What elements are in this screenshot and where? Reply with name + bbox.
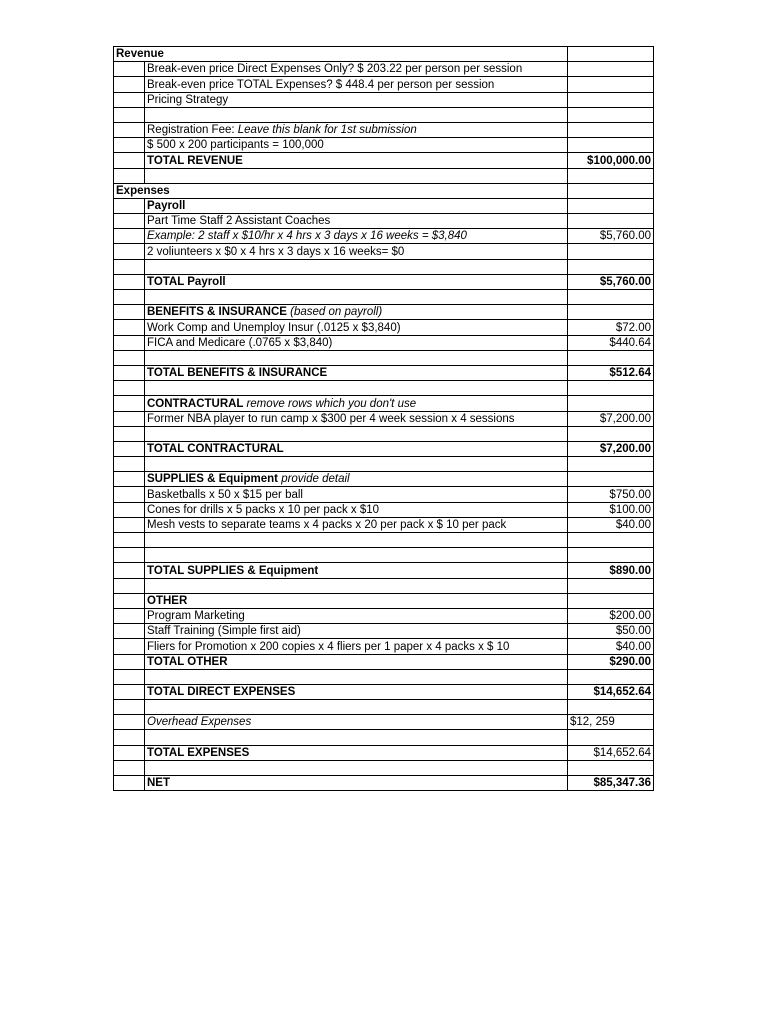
amount-cell <box>568 669 654 684</box>
description-text: Former NBA player to run camp x $300 per 4 week session x 4 sessions <box>147 412 515 425</box>
indent-cell <box>114 320 145 335</box>
amount-cell: $5,760.00 <box>568 229 654 244</box>
table-row <box>114 472 654 487</box>
description-note: provide detail <box>281 473 350 486</box>
description-cell <box>145 654 568 669</box>
amount-cell <box>568 62 654 77</box>
description-cell <box>145 517 568 532</box>
table-row <box>114 608 654 623</box>
amount-cell <box>568 472 654 487</box>
amount-cell: $512.64 <box>568 365 654 380</box>
amount-cell: $7,200.00 <box>568 411 654 426</box>
description-cell <box>145 198 568 213</box>
indent-cell <box>114 608 145 623</box>
table-row <box>114 320 654 335</box>
description-cell <box>145 214 568 229</box>
description-text: SUPPLIES & Equipment <box>147 473 282 486</box>
indent-cell <box>114 122 145 137</box>
amount-cell <box>568 47 654 62</box>
description-cell <box>145 244 568 259</box>
indent-cell <box>114 244 145 259</box>
indent-cell <box>114 214 145 229</box>
table-row <box>114 138 654 153</box>
table-row <box>114 760 654 775</box>
amount-cell <box>568 578 654 593</box>
indent-cell <box>114 684 145 699</box>
amount-cell <box>568 760 654 775</box>
indent-cell <box>114 624 145 639</box>
description-cell <box>145 138 568 153</box>
indent-cell <box>114 745 145 760</box>
amount-cell <box>568 457 654 472</box>
description-cell <box>145 776 568 791</box>
description-text: 2 voliunteers x $0 x 4 hrs x 3 days x 16 weeks= $0 <box>147 245 405 258</box>
description-note: (based on payroll) <box>290 306 383 319</box>
indent-cell <box>114 669 145 684</box>
amount-cell: $290.00 <box>568 654 654 669</box>
amount-cell: $40.00 <box>568 639 654 654</box>
description-text: NET <box>147 777 170 790</box>
description-cell <box>145 472 568 487</box>
description-cell <box>145 700 568 715</box>
table-row <box>114 214 654 229</box>
description-text: Overhead Expenses <box>147 716 252 729</box>
description-cell <box>145 274 568 289</box>
description-text: Pricing Strategy <box>147 93 229 106</box>
description-cell <box>145 365 568 380</box>
indent-cell <box>114 153 145 168</box>
description-text: OTHER <box>147 594 188 607</box>
indent-cell <box>114 654 145 669</box>
table-row <box>114 684 654 699</box>
description-text: Part Time Staff 2 Assistant Coaches <box>147 215 331 228</box>
description-text: TOTAL DIRECT EXPENSES <box>147 686 296 699</box>
description-cell <box>145 153 568 168</box>
amount-cell <box>568 77 654 92</box>
description-text: Mesh vests to separate teams x 4 packs x 20 per pack x $ 10 per pack <box>147 519 507 531</box>
amount-cell <box>568 168 654 183</box>
indent-cell <box>114 350 145 365</box>
amount-cell <box>568 593 654 608</box>
amount-cell: $72.00 <box>568 320 654 335</box>
description-text: Fliers for Promotion x 200 copies x 4 fliers per 1 paper x 4 packs x $ 10 <box>147 640 510 653</box>
indent-cell <box>114 563 145 578</box>
description-cell <box>145 487 568 502</box>
description-cell <box>145 381 568 396</box>
indent-cell <box>114 593 145 608</box>
table-row <box>114 365 654 380</box>
indent-cell <box>114 487 145 502</box>
table-row <box>114 122 654 137</box>
indent-cell <box>114 168 145 183</box>
indent-cell <box>114 305 145 320</box>
table-row <box>114 244 654 259</box>
table-row <box>114 624 654 639</box>
indent-cell <box>114 198 145 213</box>
description-text: Break-even price Direct Expenses Only? $ 203.22 per person per session <box>147 63 523 76</box>
table-row <box>114 502 654 517</box>
description-note: remove rows which you don't use <box>246 397 417 410</box>
amount-cell: $100,000.00 <box>568 153 654 168</box>
indent-cell <box>114 77 145 92</box>
amount-cell: $440.64 <box>568 335 654 350</box>
table-row <box>114 715 654 730</box>
table-row <box>114 168 654 183</box>
indent-cell <box>114 760 145 775</box>
description-cell <box>145 457 568 472</box>
description-cell <box>145 350 568 365</box>
indent-cell <box>114 715 145 730</box>
indent-cell <box>114 290 145 305</box>
indent-cell <box>114 700 145 715</box>
table-row <box>114 62 654 77</box>
table-row <box>114 517 654 532</box>
description-cell <box>145 107 568 122</box>
table-row <box>114 548 654 563</box>
description-cell <box>145 77 568 92</box>
amount-cell <box>568 305 654 320</box>
description-cell <box>145 745 568 760</box>
indent-cell <box>114 335 145 350</box>
table-row <box>114 153 654 168</box>
table-row <box>114 426 654 441</box>
description-cell <box>145 259 568 274</box>
indent-cell <box>114 472 145 487</box>
budget-sheet <box>113 46 654 791</box>
indent-cell <box>114 107 145 122</box>
indent-cell <box>114 730 145 745</box>
description-text: Cones for drills x 5 packs x 10 per pack x $10 <box>147 503 380 516</box>
description-cell <box>145 92 568 107</box>
description-text: TOTAL BENEFITS & INSURANCE <box>147 367 328 380</box>
amount-cell <box>568 381 654 396</box>
table-row <box>114 593 654 608</box>
description-text: TOTAL OTHER <box>147 655 228 668</box>
description-cell <box>145 669 568 684</box>
table-row <box>114 396 654 411</box>
table-row <box>114 335 654 350</box>
amount-cell: $7,200.00 <box>568 441 654 456</box>
amount-cell <box>568 533 654 548</box>
table-row <box>114 700 654 715</box>
indent-cell <box>114 533 145 548</box>
table-row <box>114 183 654 198</box>
amount-cell <box>568 548 654 563</box>
amount-cell <box>568 426 654 441</box>
description-text: TOTAL EXPENSES <box>147 746 250 759</box>
indent-cell <box>114 517 145 532</box>
description-cell <box>145 335 568 350</box>
description-cell <box>145 533 568 548</box>
indent-cell <box>114 548 145 563</box>
table-row <box>114 274 654 289</box>
description-text: TOTAL Payroll <box>147 276 226 288</box>
table-row <box>114 457 654 472</box>
description-cell <box>145 290 568 305</box>
description-cell <box>145 760 568 775</box>
description-cell <box>145 122 568 137</box>
description-cell <box>145 608 568 623</box>
description-note: Leave this blank for 1st submission <box>237 124 417 137</box>
indent-cell <box>114 411 145 426</box>
description-cell <box>145 229 568 244</box>
amount-cell: $100.00 <box>568 502 654 517</box>
description-text: BENEFITS & INSURANCE <box>147 306 291 319</box>
table-row <box>114 350 654 365</box>
description-cell <box>145 426 568 441</box>
description-cell <box>145 305 568 320</box>
amount-cell: $85,347.36 <box>568 776 654 791</box>
description-cell <box>145 624 568 639</box>
table-row <box>114 381 654 396</box>
indent-cell <box>114 62 145 77</box>
description-cell <box>145 684 568 699</box>
indent-cell <box>114 441 145 456</box>
description-cell <box>145 62 568 77</box>
description-text: $ 500 x 200 participants = 100,000 <box>147 139 324 152</box>
table-row <box>114 411 654 426</box>
amount-cell <box>568 198 654 213</box>
budget-rows <box>114 47 654 791</box>
description-cell <box>145 593 568 608</box>
description-cell <box>145 168 568 183</box>
description-text: Payroll <box>147 200 186 213</box>
indent-cell <box>114 259 145 274</box>
table-row <box>114 578 654 593</box>
table-row <box>114 639 654 654</box>
amount-cell <box>568 396 654 411</box>
table-row <box>114 563 654 578</box>
amount-cell: $50.00 <box>568 624 654 639</box>
table-row <box>114 77 654 92</box>
amount-cell <box>568 122 654 137</box>
indent-cell <box>114 381 145 396</box>
amount-cell: $14,652.64 <box>568 684 654 699</box>
table-row <box>114 290 654 305</box>
description-text: FICA and Medicare (.0765 x $3,840) <box>147 336 333 349</box>
section-label: Expenses <box>114 183 568 198</box>
amount-cell <box>568 350 654 365</box>
amount-cell: $40.00 <box>568 517 654 532</box>
table-row <box>114 229 654 244</box>
table-row <box>114 745 654 760</box>
indent-cell <box>114 639 145 654</box>
description-cell <box>145 639 568 654</box>
description-text: Registration Fee: <box>147 124 238 137</box>
amount-cell <box>568 92 654 107</box>
indent-cell <box>114 274 145 289</box>
table-row <box>114 776 654 791</box>
description-cell <box>145 411 568 426</box>
table-row <box>114 654 654 669</box>
indent-cell <box>114 365 145 380</box>
section-label: Revenue <box>114 47 568 62</box>
indent-cell <box>114 229 145 244</box>
description-text: Break-even price TOTAL Expenses? $ 448.4 per person per session <box>147 78 495 91</box>
amount-cell <box>568 107 654 122</box>
amount-cell <box>568 730 654 745</box>
amount-cell <box>568 214 654 229</box>
indent-cell <box>114 776 145 791</box>
table-row <box>114 533 654 548</box>
description-cell <box>145 578 568 593</box>
amount-cell <box>568 183 654 198</box>
amount-cell: $12, 259 <box>568 715 654 730</box>
description-cell <box>145 320 568 335</box>
indent-cell <box>114 138 145 153</box>
amount-cell <box>568 700 654 715</box>
description-cell <box>145 396 568 411</box>
table-row <box>114 107 654 122</box>
table-row <box>114 92 654 107</box>
indent-cell <box>114 578 145 593</box>
table-row <box>114 305 654 320</box>
amount-cell <box>568 259 654 274</box>
description-text: TOTAL REVENUE <box>147 154 243 167</box>
table-row <box>114 669 654 684</box>
amount-cell: $14,652.64 <box>568 745 654 760</box>
table-row <box>114 47 654 62</box>
description-cell <box>145 502 568 517</box>
description-text: CONTRACTURAL <box>147 397 247 410</box>
amount-cell: $890.00 <box>568 563 654 578</box>
amount-cell <box>568 138 654 153</box>
description-text: Example: 2 staff x $10/hr x 4 hrs x 3 days x 16 weeks = $3,840 <box>147 230 467 243</box>
amount-cell <box>568 244 654 259</box>
indent-cell <box>114 502 145 517</box>
description-text: Work Comp and Unemploy Insur (.0125 x $3,840) <box>147 321 401 334</box>
description-text: Staff Training (Simple first aid) <box>147 625 301 638</box>
description-text: TOTAL CONTRACTURAL <box>147 443 284 456</box>
indent-cell <box>114 426 145 441</box>
description-cell <box>145 548 568 563</box>
table-row <box>114 730 654 745</box>
indent-cell <box>114 92 145 107</box>
table-row <box>114 259 654 274</box>
table-row <box>114 441 654 456</box>
amount-cell: $5,760.00 <box>568 274 654 289</box>
description-cell <box>145 441 568 456</box>
description-text: Program Marketing <box>147 610 245 623</box>
amount-cell: $750.00 <box>568 487 654 502</box>
indent-cell <box>114 457 145 472</box>
amount-cell <box>568 290 654 305</box>
description-cell <box>145 563 568 578</box>
indent-cell <box>114 396 145 411</box>
description-cell <box>145 730 568 745</box>
table-row <box>114 487 654 502</box>
amount-cell: $200.00 <box>568 608 654 623</box>
description-cell <box>145 715 568 730</box>
description-text: Basketballs x 50 x $15 per ball <box>147 488 303 501</box>
table-row <box>114 198 654 213</box>
description-text: TOTAL SUPPLIES & Equipment <box>147 564 319 577</box>
